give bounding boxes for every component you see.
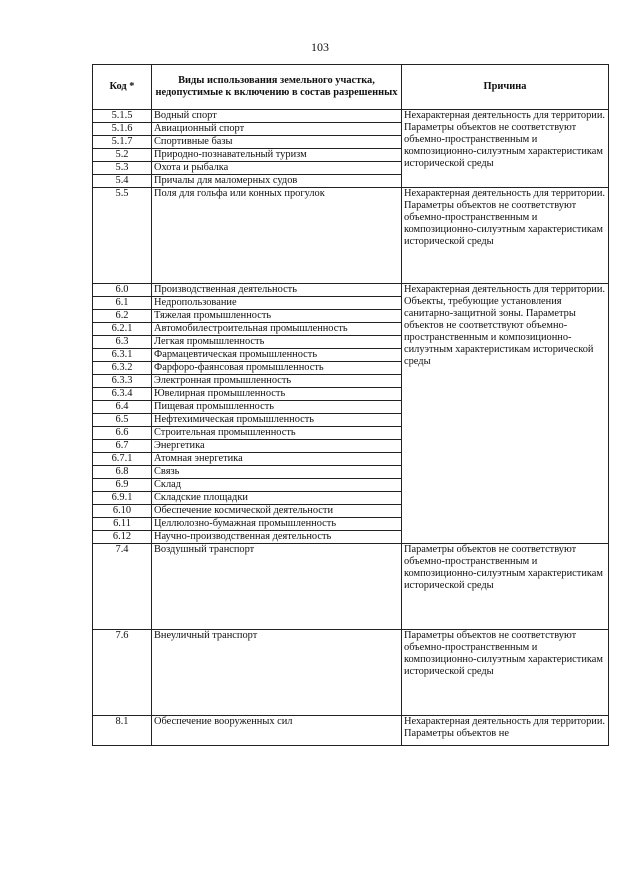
land-use-name: Поля для гольфа или конных прогулок [152, 188, 402, 284]
land-use-code: 5.2 [93, 149, 152, 162]
land-use-code: 7.4 [93, 544, 152, 630]
land-use-code: 6.2 [93, 310, 152, 323]
header-row [93, 65, 609, 110]
land-use-code: 6.9 [93, 479, 152, 492]
land-use-name: Тяжелая промышленность [152, 310, 402, 323]
land-use-code: 6.7.1 [93, 453, 152, 466]
land-use-name: Научно-производственная деятельность [152, 531, 402, 544]
table-body [93, 110, 609, 746]
land-use-code: 5.5 [93, 188, 152, 284]
land-use-code: 6.6 [93, 427, 152, 440]
land-use-name: Спортивные базы [152, 136, 402, 149]
land-use-name: Легкая промышленность [152, 336, 402, 349]
land-use-name: Внеуличный транспорт [152, 630, 402, 716]
land-use-name: Охота и рыбалка [152, 162, 402, 175]
land-use-name: Целлюлозно-бумажная промышленность [152, 518, 402, 531]
land-use-code: 6.0 [93, 284, 152, 297]
land-use-name: Электронная промышленность [152, 375, 402, 388]
exclusion-reason: Параметры объектов не соответствуют объемно-пространственным и композиционно-силуэтным характеристикам исторической среды [402, 544, 609, 630]
land-use-code: 5.4 [93, 175, 152, 188]
header-use: Виды использования земельного участка, недопустимые к включению в состав разрешенных [152, 65, 402, 110]
land-use-name: Недропользование [152, 297, 402, 310]
land-use-code: 6.8 [93, 466, 152, 479]
page-number: 103 [311, 40, 329, 54]
land-use-name: Ювелирная промышленность [152, 388, 402, 401]
land-use-code: 6.2.1 [93, 323, 152, 336]
land-use-name: Причалы для маломерных судов [152, 175, 402, 188]
land-use-table [92, 64, 609, 746]
land-use-code: 6.10 [93, 505, 152, 518]
land-use-name: Фарфоро-фаянсовая промышленность [152, 362, 402, 375]
table-row [93, 544, 609, 630]
land-use-code: 6.3.4 [93, 388, 152, 401]
land-use-name: Авиационный спорт [152, 123, 402, 136]
land-use-name: Природно-познавательный туризм [152, 149, 402, 162]
exclusion-reason: Параметры объектов не соответствуют объемно-пространственным и композиционно-силуэтным характеристикам исторической среды [402, 630, 609, 716]
land-use-code: 6.12 [93, 531, 152, 544]
exclusion-reason: Нехарактерная деятельность для территории. Параметры объектов не соответствуют объемно-пространственным и композиционно-силуэтным характеристикам исторической среды [402, 110, 609, 188]
land-use-code: 6.3.3 [93, 375, 152, 388]
land-use-code: 8.1 [93, 716, 152, 746]
land-use-name: Склад [152, 479, 402, 492]
land-use-name: Строительная промышленность [152, 427, 402, 440]
land-use-name: Нефтехимическая промышленность [152, 414, 402, 427]
land-use-code: 5.1.6 [93, 123, 152, 136]
exclusion-reason: Нехарактерная деятельность для территории. Параметры объектов не соответствуют объемно-пространственным и композиционно-силуэтным характеристикам исторической среды [402, 188, 609, 284]
land-use-name: Энергетика [152, 440, 402, 453]
land-use-name: Атомная энергетика [152, 453, 402, 466]
land-use-code: 6.1 [93, 297, 152, 310]
table-row [93, 188, 609, 284]
land-use-code: 6.9.1 [93, 492, 152, 505]
land-use-name: Производственная деятельность [152, 284, 402, 297]
land-use-name: Связь [152, 466, 402, 479]
land-use-code: 6.7 [93, 440, 152, 453]
land-use-code: 6.5 [93, 414, 152, 427]
exclusion-reason: Нехарактерная деятельность для территории. Объекты, требующие установления санитарно-защитной зоны. Параметры объектов не соответствуют объемно-пространственным и композиционно-силуэтным характеристикам исторической среды [402, 284, 609, 544]
land-use-code: 5.1.5 [93, 110, 152, 123]
land-use-name: Обеспечение вооруженных сил [152, 716, 402, 746]
land-use-code: 6.3.1 [93, 349, 152, 362]
land-use-code: 5.3 [93, 162, 152, 175]
land-use-name: Обеспечение космической деятельности [152, 505, 402, 518]
table-row [93, 284, 609, 297]
land-use-code: 6.3.2 [93, 362, 152, 375]
land-use-code: 7.6 [93, 630, 152, 716]
land-use-code: 6.4 [93, 401, 152, 414]
header-code: Код * [93, 65, 152, 110]
land-use-name: Воздушный транспорт [152, 544, 402, 630]
table-header [93, 65, 609, 110]
land-use-code: 6.3 [93, 336, 152, 349]
table-row [93, 716, 609, 746]
land-use-name: Складские площадки [152, 492, 402, 505]
exclusion-reason: Нехарактерная деятельность для территории. Параметры объектов не [402, 716, 609, 746]
land-use-code: 6.11 [93, 518, 152, 531]
land-use-name: Фармацевтическая промышленность [152, 349, 402, 362]
land-use-code: 5.1.7 [93, 136, 152, 149]
land-use-name: Пищевая промышленность [152, 401, 402, 414]
header-reason: Причина [402, 65, 609, 110]
table-row [93, 630, 609, 716]
land-use-name: Водный спорт [152, 110, 402, 123]
table-row [93, 110, 609, 123]
land-use-name: Автомобилестроительная промышленность [152, 323, 402, 336]
